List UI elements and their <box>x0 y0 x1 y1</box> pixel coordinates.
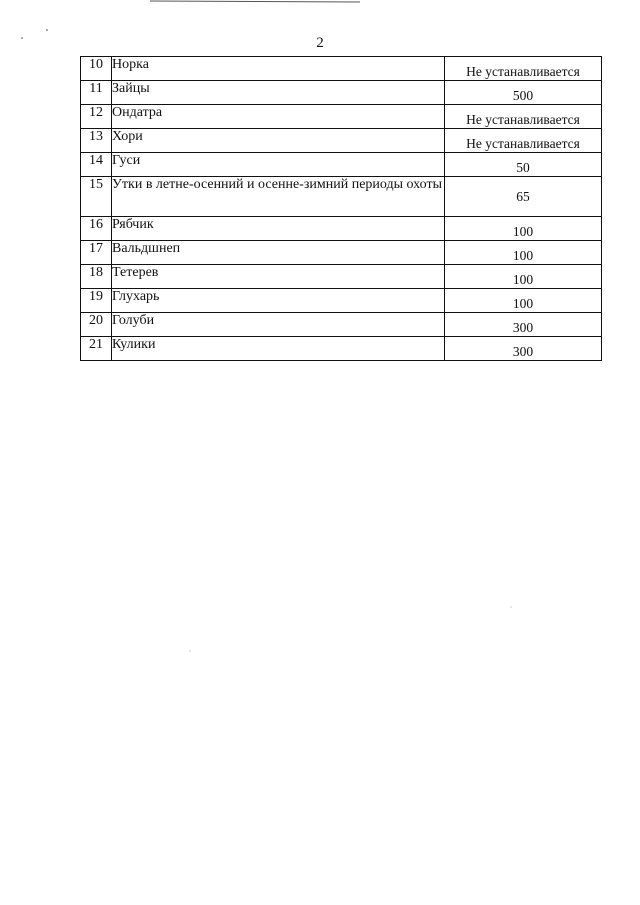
quota-value: 100 <box>445 265 602 289</box>
species-name: Вальдшнеп <box>112 241 445 265</box>
table-row <box>81 265 602 289</box>
row-number: 18 <box>81 265 112 289</box>
table-row <box>81 105 602 129</box>
quota-value: 50 <box>445 153 602 177</box>
quota-table <box>80 56 602 361</box>
row-number: 16 <box>81 217 112 241</box>
table-row <box>81 241 602 265</box>
quota-value: Не устанавливается <box>445 105 602 129</box>
row-number: 14 <box>81 153 112 177</box>
table-row <box>81 217 602 241</box>
table-row <box>81 153 602 177</box>
quota-value: 100 <box>445 241 602 265</box>
quota-value: 500 <box>445 81 602 105</box>
species-name: Гуси <box>112 153 445 177</box>
row-number: 12 <box>81 105 112 129</box>
page-number: 2 <box>316 35 324 51</box>
quota-value: Не устанавливается <box>445 129 602 153</box>
table-row <box>81 129 602 153</box>
table-row <box>81 57 602 81</box>
table-row <box>81 177 602 217</box>
row-number: 17 <box>81 241 112 265</box>
species-name: Глухарь <box>112 289 445 313</box>
species-name: Голуби <box>112 313 445 337</box>
row-number: 20 <box>81 313 112 337</box>
species-name: Кулики <box>112 337 445 361</box>
quota-value: 100 <box>445 289 602 313</box>
row-number: 15 <box>81 177 112 217</box>
row-number: 21 <box>81 337 112 361</box>
table-row <box>81 81 602 105</box>
species-name: Хори <box>112 129 445 153</box>
quota-value: 300 <box>445 337 602 361</box>
row-number: 13 <box>81 129 112 153</box>
species-name: Утки в летне-осенний и осенне-зимний периоды охоты <box>112 177 445 217</box>
species-name: Тетерев <box>112 265 445 289</box>
row-number: 11 <box>81 81 112 105</box>
row-number: 19 <box>81 289 112 313</box>
table-row <box>81 337 602 361</box>
species-name: Рябчик <box>112 217 445 241</box>
species-name: Зайцы <box>112 81 445 105</box>
quota-value: 300 <box>445 313 602 337</box>
species-name: Ондатра <box>112 105 445 129</box>
table-body <box>81 57 602 361</box>
quota-value: 100 <box>445 217 602 241</box>
quota-value: 65 <box>445 177 602 217</box>
table-row <box>81 289 602 313</box>
row-number: 10 <box>81 57 112 81</box>
table-row <box>81 313 602 337</box>
quota-value: Не устанавливается <box>445 57 602 81</box>
species-name: Норка <box>112 57 445 81</box>
